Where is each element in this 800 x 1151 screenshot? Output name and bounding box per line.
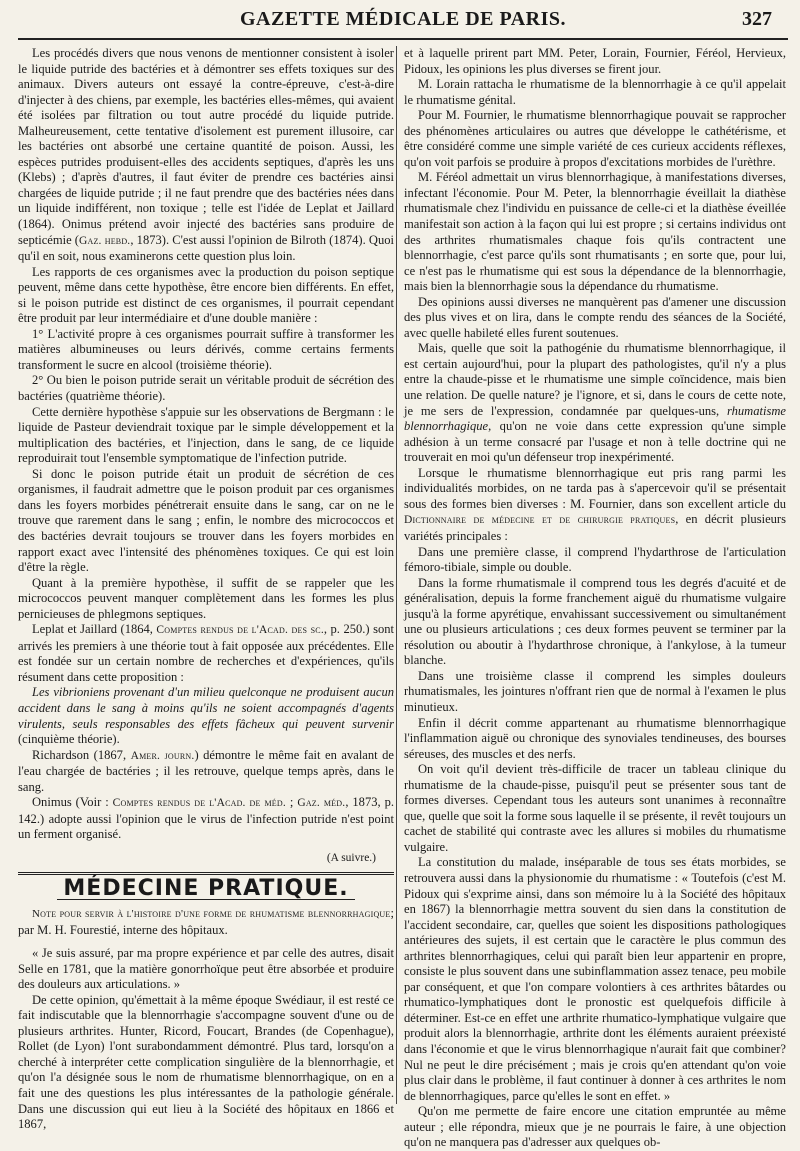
paragraph: Les procédés divers que nous venons de mentionner consistent à isoler le liquide putride des bactéries et à démontrer ses effets toxiques sur des animaux. Divers auteurs ont essayé la contre-épreuve, c'est-à-dire d'injecter à des chiens, par exemple, les bactéries elles-mêmes, qui avaient été isolées par filtration ou tout autre procédé du liquide putride. Malheureusement, cette tentative d'isolement est purement illusoire, car les bactéries ont absorbé une certaine quantité de poison. Aussi, les espèces putrides produisent-elles des accidents septiques, d'après les uns (Klebs) ; d'après d'autres, il faut éviter de prendre ces bactéries ainsi chargées de liquide putride ; il ne faut prendre que des bactéries nées dans un liquide indifférent, non toxique ; telle est l'idée de Leplat et Jaillard (1864). Onimus prétend avoir injecté des bactéries sans produire de septicémie (Gaz. hebd., 1873). C'est aussi l'opinion de Bilroth (1874). Quoi qu'il en soit, nous examinerons cette question plus loin. [18, 46, 394, 264]
paragraph: M. Féréol admettait un virus blennorrhagique, à manifestations diverses, infectant l'économie. Pour M. Peter, la blennorrhagie éveillait la diathèse rhumatismale chez l'individu en puissance de celle-ci et la diathèse éveillée manifestait son action à la façon qui lui est propre ; si certains individus ont des arthrites rhumatismales chaque fois qu'ils contractent une blennorrhagie, c'est parce qu'ils sont rhumatisants ; en sorte que, pour lui, ce n'est pas le rhumatisme qui est sous la dépendance de la blennorrhagie, mais bien la blennorrhagie sous la dépendance du rhumatisme. [404, 170, 786, 294]
paragraph: Leplat et Jaillard (1864, Comptes rendus de l'Acad. des sc., p. 250.) sont arrivés les premiers à une théorie tout à fait opposée aux précédentes. Elle est fondée sur un certain nombre de recherches et d'expériences, qu'ils résument dans cette proposition : [18, 622, 394, 684]
paragraph: Onimus (Voir : Comptes rendus de l'Acad. de méd. ; Gaz. méd., 1873, p. 142.) adopte aussi l'opinion que le virus de l'infection putride n'est point un ferment organisé. [18, 795, 394, 842]
left-column [18, 46, 395, 1132]
paragraph: 1° L'activité propre à ces organismes pourrait suffire à transformer les matières albumineuses ou leurs dérivés, comme certains ferments transforment le sucre en alcool (troisième théorie). [18, 326, 394, 372]
paragraph: Cette dernière hypothèse s'appuie sur les observations de Bergmann : le liquide de Pasteur deviendrait toxique par le simple développement et la multiplication des bactéries, et l'injection, dans le sang, de ce liquide reproduirait tout l'ensemble symptomatique de l'infection putride. [18, 404, 394, 466]
paragraph: On voit qu'il devient très-difficile de tracer un tableau clinique du rhumatisme de la chaude-pisse, puisqu'il peut se présenter sous tant de formes diverses. Cependant tous les auteurs sont unanimes à reconnaître que, quelle que soit la forme sous laquelle il se présente, il revêt toujours un cachet de stabilité qui contraste avec les allures si mobiles du rhumatisme vulgaire. [404, 762, 786, 854]
paragraph: Quant à la première hypothèse, il suffit de se rappeler que les micrococcos peuvent manquer complètement dans les formes les plus pernicieuses de phlegmons septiques. [18, 575, 394, 621]
paragraph: Les rapports de ces organismes avec la production du poison septique peuvent, même dans cette hypothèse, être encore bien différents. En effet, si le poison putride est distinct de ces organismes, il pourrait cependant être produit par leur intermédiaire et d'une double manière : [18, 264, 394, 326]
text-columns [18, 46, 788, 1150]
paragraph: Les vibrioniens provenant d'un milieu quelconque ne produisent aucun accident dans le sang à moins qu'ils ne soient accompagnés d'agents virulents, seuls responsables des effets fâcheux qui peuvent survenir (cinquième théorie). [18, 685, 394, 747]
paragraph: et à laquelle prirent part MM. Peter, Lorain, Fournier, Féréol, Hervieux, Pidoux, les opinions les plus diverses se firent jour. [404, 46, 786, 76]
page-number: 327 [742, 8, 772, 30]
paragraph: Si donc le poison putride était un produit de sécrétion de ces organismes, il faudrait admettre que le poison produit par ces organismes dans les foyers morbides pénétrerait ensuite dans le sang, car on ne le trouve que rarement dans le sang ; enfin, le nombre des micrococcos et des bactéries devrait toujours se trouver dans les foyers morbides en rapport exact avec l'intensité des phénomènes toxiques. Ce qui est loin d'être la règle. [18, 466, 394, 575]
paragraph: Enfin il décrit comme appartenant au rhumatisme blennorrhagique l'inflammation aiguë ou chronique des synoviales tendineuses, des bourses séreuses, des muscles et des nerfs. [404, 715, 786, 761]
paragraph: Dans la forme rhumatismale il comprend tous les degrés d'acuité et de généralisation, depuis la forme franchement aiguë du rhumatisme vulgaire jusqu'à la forme apyrétique, envahissant successivement ou simultanément une ou plusieurs articulations ; ces deux formes peuvent se terminer par la résolution ou aboutir à l'hydarthrose chronique, à l'ankylose, à la tumeur blanche. [404, 575, 786, 668]
paragraph: Qu'on me permette de faire encore une citation empruntée au même auteur ; elle répondra, mieux que je ne pourrais le faire, à une objection qu'on ne manquera pas d'adresser aux quelques ob- [404, 1104, 786, 1150]
journal-title: GAZETTE MÉDICALE DE PARIS. [239, 8, 567, 30]
paragraph: Des opinions aussi diverses ne manquèrent pas d'amener une discussion des plus vives et on lira, dans le compte rendu des séances de la Société, avec quelle habileté elles furent soutenues. [404, 294, 786, 340]
paragraph: De cette opinion, qu'émettait à la même époque Swédiaur, il est resté ce fait indiscutable que la blennorrhagie s'accompagne souvent d'une ou de plusieurs arthrites. Hunter, Ricord, Foucart, Brandes (de Copenhague), Rollet (de Lyon) l'ont surabondamment démontré. Plus tard, lorsqu'on a cherché à interpréter cette complication singulière de la blennorrhagie, et qu'on l'a désignée sous le nom de rhumatisme blennorrhagique, on en a fait une des questions les plus intéressantes de la pathologie générale. Dans une discussion qui eut lieu à la Société des hôpitaux en 1866 et 1867, [18, 992, 394, 1132]
paragraph: « Je suis assuré, par ma propre expérience et par celle des autres, disait Selle en 1781, que la matière gonorrhoïque peut être absorbée et produire des douleurs aux articulations. » [18, 946, 394, 992]
section-title: MÉDECINE PRATIQUE. [18, 881, 394, 900]
paragraph: Dans une troisième classe il comprend les simples douleurs rhumatismales, les jointures n'offrant rien que de normal à l'examen le plus minutieux. [404, 668, 786, 714]
to-be-continued: (A suivre.) [326, 851, 376, 864]
paragraph: Dans une première classe, il comprend l'hydarthrose de l'articulation fémoro-tibiale, simple ou double. [404, 544, 786, 575]
paragraph: La constitution du malade, inséparable de tous ses états morbides, se retrouvera aussi dans la physionomie du rhumatisme : « Toutefois (c'est M. Pidoux qui s'exprime ainsi, dans son mémoire lu à la Société des hôpitaux en 1867) la blennorrhagie mettra souvent du sien dans la constitution de l'accident secondaire, car, quelles que soient les dispositions pathologiques antérieures des sujets, il est certain que le caractère le plus commun des arthrites blennorrhagiques, celui qui paraît bien leur appartenir en propre, consiste le plus souvent dans une subinflammation assez tenace, peu mobile par conséquent, et que l'on compare volontiers à ces arthrites bâtardes ou rhumatico-lymphatiques dont le pronostic est quelquefois difficile à déterminer. Est-ce en effet une arthrite rhumatico-lymphatique vulgaire que produit alors la blennorrhagie, arthrite dont les éléments auraient préexisté dans l'économie et que le virus blennorrhagique n'aurait fait que combiner? Nul ne peut le dire précisément ; mais je crois qu'en attendant qu'on voie plus clair dans le problème, il faut continuer à donner à ces arthrites le nom de blennorrhagiques, parce qu'elles le sont en effet. » [404, 855, 786, 1103]
page-header [18, 0, 788, 40]
paragraph: Richardson (1867, Amer. journ.) démontre le même fait en avalant de l'eau chargée de bactéries ; il les retrouve, quelque temps après, dans le sang. [18, 747, 395, 794]
paragraph: 2° Ou bien le poison putride serait un véritable produit de sécrétion des bactéries (quatrième théorie). [18, 373, 394, 404]
section-separator [18, 872, 394, 875]
article-heading: Note pour servir à l'histoire d'une forme de rhumatisme blennorrhagique; par M. H. Fourestié, interne des hôpitaux. [18, 905, 394, 937]
paragraph: Lorsque le rhumatisme blennorrhagique eut pris rang parmi les individualités morbides, on ne tarda pas à s'apercevoir qu'il se présentait sous des formes bien diverses : M. Fournier, dans son excellent article du Dictionnaire de médecine et de chirurgie pratiques, en décrit plusieurs variétés principales : [404, 465, 786, 543]
right-column [404, 46, 786, 1150]
paragraph: M. Lorain rattacha le rhumatisme de la blennorrhagie à ce qu'il appelait le rhumatisme génital. [404, 77, 786, 107]
paragraph: Mais, quelle que soit la pathogénie du rhumatisme blennorrhagique, il est certain aujourd'hui, pour la plupart des pathologistes, qu'il n'y a plus entre la chaude-pisse et le rhumatisme une simple coïncidence, mais bien une relation. De quelle nature? je l'ignore, et si, dans le cours de cette note, je me sers de l'expression, condamnée par quelques-uns, rhumatisme blennorrhagique, qu'on ne voie dans cette expression qu'une simple adhésion à un terme consacré par l'usage et non à telle doctrine qui ne trouverait en moi qu'un défenseur trop inexpérimenté. [404, 341, 786, 465]
paragraph: Pour M. Fournier, le rhumatisme blennorrhagique pouvait se rapprocher des phénomènes articulaires ou autres que développe le cathétérisme, et être considéré comme une simple variété de ces curieux accidents réflexes, qu'on voit parfois se produire à propos d'excitations morbides de l'urèthre. [404, 108, 786, 169]
